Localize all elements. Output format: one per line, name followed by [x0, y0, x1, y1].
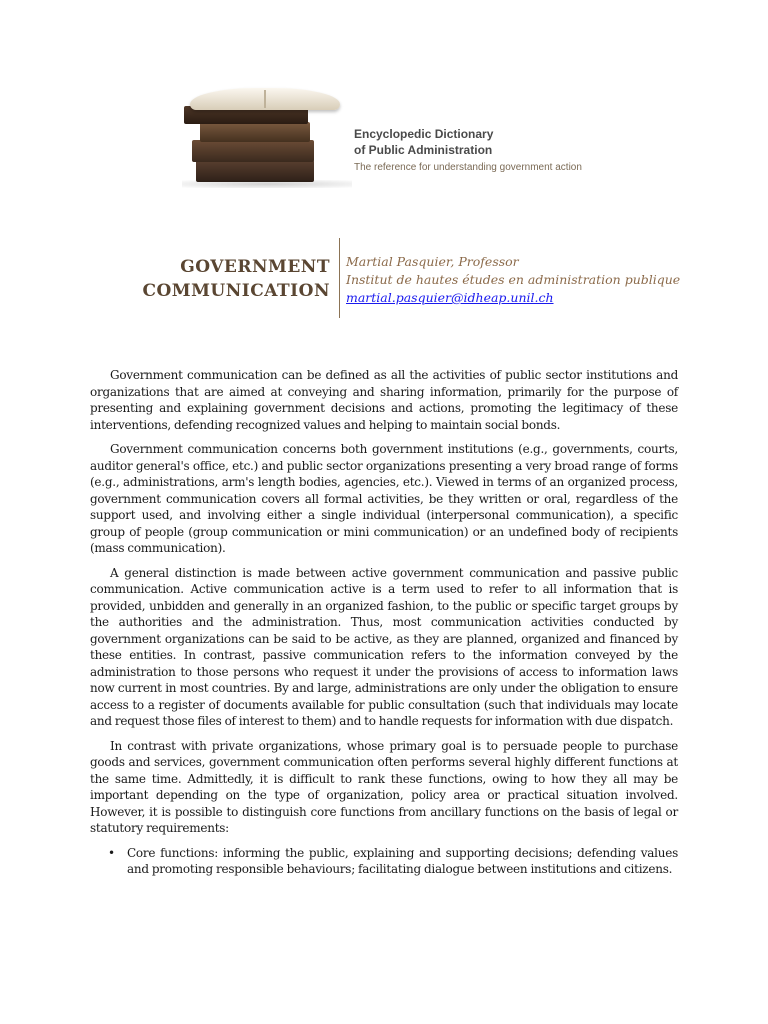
author-email-link[interactable]: martial.pasquier@idheap.unil.ch — [346, 290, 554, 305]
banner-tagline: The reference for understanding government action — [354, 162, 582, 173]
paragraph-1: Government communication can be defined as all the activities of public sector institutions and organizations that are aimed at conveying and sharing information, primarily for the purpose of presenting and explaining government decisions and actions, promoting the legitimacy of these interventions, defending recognized values and helping to maintain social bonds. — [90, 368, 678, 432]
article-body — [90, 367, 678, 878]
article-title-line1: GOVERNMENT — [180, 257, 330, 277]
publication-banner — [178, 82, 598, 192]
bullet-list — [90, 845, 678, 878]
banner-text — [354, 126, 582, 173]
article-title-line2: COMMUNICATION — [142, 281, 330, 301]
title-divider — [339, 238, 340, 318]
author-institute: Institut de hautes études en administration publique — [346, 272, 681, 287]
paragraph-2: Government communication concerns both government institutions (e.g., governments, courts, auditor general's office, etc.) and public sector organizations presenting a very broad range of forms (e.g., administrations, arm's length bodies, agencies, etc.). Viewed in terms of an organized process, government communication covers all formal activities, be they written or oral, regardless of the support used, and involving either a single individual (interpersonal communication), a specific group of people (group communication or mini communication) or an undefined body of recipients (mass communication). — [90, 442, 678, 555]
banner-title-line2: of Public Administration — [354, 143, 493, 157]
bullet-text: Core functions: informing the public, explaining and supporting decisions; defending values and promoting responsible behaviours; facilitating dialogue between institutions and citizens. — [127, 845, 678, 876]
list-item — [108, 845, 678, 878]
author-block — [346, 253, 680, 307]
article-title — [140, 255, 330, 303]
bullet-icon: • — [108, 845, 115, 860]
paragraph-3: A general distinction is made between active government communication and passive public communication. Active communication active is a term used to refer to all information that is provided, unbidden and generally in an organized fashion, to the public or specific target groups by the authorities and the administration. Thus, most communication activities conducted by government organizations can be said to be active, as they are planned, organized and financed by these entities. In contrast, passive communication refers to the information conveyed by the administration to those persons who request it under the provisions of access to information laws now current in most countries. By and large, administrations are only under the obligation to ensure access to a register of documents available for public consultation (such that individuals may locate and request those files of interest to them) and to handle requests for information with due dispatch. — [90, 565, 678, 728]
author-name: Martial Pasquier, Professor — [346, 254, 519, 269]
banner-title-line1: Encyclopedic Dictionary — [354, 127, 494, 141]
book-stack-icon — [178, 82, 344, 186]
paragraph-4: In contrast with private organizations, whose primary goal is to persuade people to purchase goods and services, government communication often performs several highly different functions at the same time. Admittedly, it is difficult to rank these functions, owing to how they all may be important depending on the type of organization, policy area or practical situation involved. However, it is possible to distinguish core functions from ancillary functions on the basis of legal or statutory requirements: — [90, 738, 678, 835]
